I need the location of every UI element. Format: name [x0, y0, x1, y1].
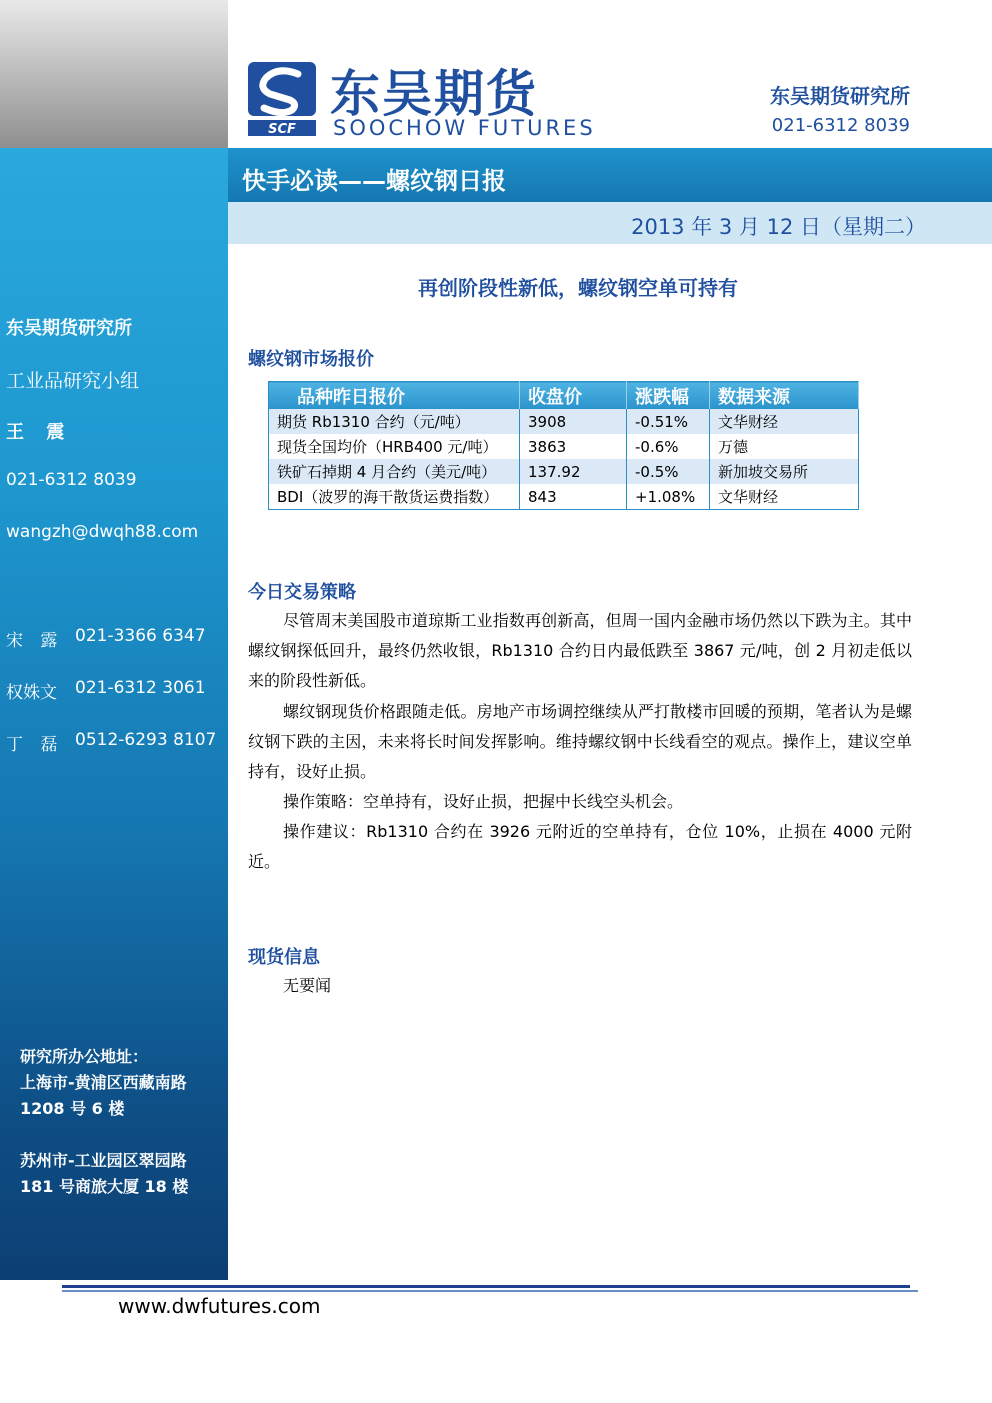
- table-cell: 万德: [710, 434, 859, 459]
- brand-name-cn: 东吴期货: [330, 65, 538, 123]
- table-row: [269, 409, 859, 434]
- spot-section-title: 现货信息: [248, 947, 320, 968]
- column-header: 涨跌幅: [627, 382, 710, 410]
- table-header-row: [269, 382, 859, 410]
- address-line: 181 号商旅大厦 18 楼: [20, 1177, 189, 1196]
- contact-phone: 0512-6293 8107: [75, 730, 217, 750]
- sidebar-institute: 东吴期货研究所: [6, 318, 132, 339]
- address-line: 上海市-黄浦区西藏南路: [20, 1073, 187, 1092]
- footer-divider: [62, 1290, 918, 1292]
- quote-table: [268, 381, 859, 510]
- table-cell: 137.92: [520, 459, 627, 484]
- table-cell: 3863: [520, 434, 627, 459]
- analyst-name: 王 震: [6, 422, 73, 443]
- footer-divider: [62, 1285, 910, 1288]
- contact-name: 宋 露: [6, 631, 64, 651]
- address-line: 1208 号 6 楼: [20, 1099, 125, 1118]
- table-cell: 新加坡交易所: [710, 459, 859, 484]
- sidebar: [0, 148, 228, 1280]
- table-cell: 843: [520, 484, 627, 510]
- headline: 再创阶段性新低，螺纹钢空单可持有: [418, 276, 738, 300]
- table-cell: -0.51%: [627, 409, 710, 434]
- table-cell: -0.5%: [627, 459, 710, 484]
- address-line: 苏州市-工业园区翠园路: [20, 1151, 187, 1170]
- sidebar-group: 工业品研究小组: [6, 370, 140, 392]
- contact-phone: 021-3366 6347: [75, 626, 206, 646]
- strategy-paragraph: 操作策略：空单持有，设好止损，把握中长线空头机会。: [283, 792, 684, 811]
- table-cell: 文华财经: [710, 484, 859, 510]
- table-cell: 铁矿石掉期 4 月合约（美元/吨）: [269, 459, 520, 484]
- column-header: 数据来源: [710, 382, 859, 410]
- strategy-paragraph: 尽管周末美国股市道琼斯工业指数再创新高，但周一国内金融市场仍然以下跌为主。其中螺纹钢探低回升，最终仍然收银，Rb1310 合约日内最低跌至 3867 元/吨，创 2 月初走低以来的阶段性新低。: [248, 611, 912, 690]
- table-cell: 文华财经: [710, 409, 859, 434]
- contact-name: 丁 磊: [6, 735, 64, 755]
- analyst-phone: 021-6312 8039: [6, 470, 137, 490]
- column-header: 收盘价: [520, 382, 627, 410]
- table-row: [269, 459, 859, 484]
- column-header: 品种昨日报价: [269, 382, 520, 410]
- report-title: 快手必读——螺纹钢日报: [242, 167, 506, 195]
- strategy-paragraph: 螺纹钢现货价格跟随走低。房地产市场调控继续从严打散楼市回暖的预期，笔者认为是螺纹钢下跌的主因，未来将长时间发挥影响。维持螺纹钢中长线看空的观点。操作上，建议空单持有，设好止损。: [248, 702, 912, 781]
- company-logo-icon: [248, 62, 316, 136]
- footer-url-link[interactable]: www.dwfutures.com: [118, 1294, 321, 1318]
- header-phone: 021-6312 8039: [771, 115, 910, 136]
- report-date: 2013 年 3 月 12 日（星期二）: [631, 215, 926, 239]
- market-section-title: 螺纹钢市场报价: [248, 349, 374, 370]
- brand-name-en: SOOCHOW FUTURES: [333, 116, 596, 140]
- table-row: [269, 484, 859, 510]
- title-bar: [228, 148, 992, 202]
- spot-text: 无要闻: [283, 976, 332, 995]
- table-cell: 现货全国均价（HRB400 元/吨）: [269, 434, 520, 459]
- analyst-email[interactable]: wangzh@dwqh88.com: [6, 522, 199, 542]
- address-title: 研究所办公地址：: [20, 1047, 149, 1066]
- strategy-section-title: 今日交易策略: [248, 582, 356, 603]
- strategy-paragraph: 操作建议：Rb1310 合约在 3926 元附近的空单持有，仓位 10%，止损在 4000 元附近。: [248, 822, 912, 871]
- table-cell: 3908: [520, 409, 627, 434]
- date-bar: [228, 202, 992, 244]
- table-cell: BDI（波罗的海干散货运费指数）: [269, 484, 520, 510]
- logo-text: SCF: [268, 122, 296, 136]
- table-cell: 期货 Rb1310 合约（元/吨）: [269, 409, 520, 434]
- contact-phone: 021-6312 3061: [75, 678, 206, 698]
- table-cell: -0.6%: [627, 434, 710, 459]
- sidebar-header-block: [0, 0, 228, 148]
- contact-name: 权姝文: [6, 683, 57, 703]
- table-cell: +1.08%: [627, 484, 710, 510]
- table-row: [269, 434, 859, 459]
- header-institute: 东吴期货研究所: [770, 84, 910, 108]
